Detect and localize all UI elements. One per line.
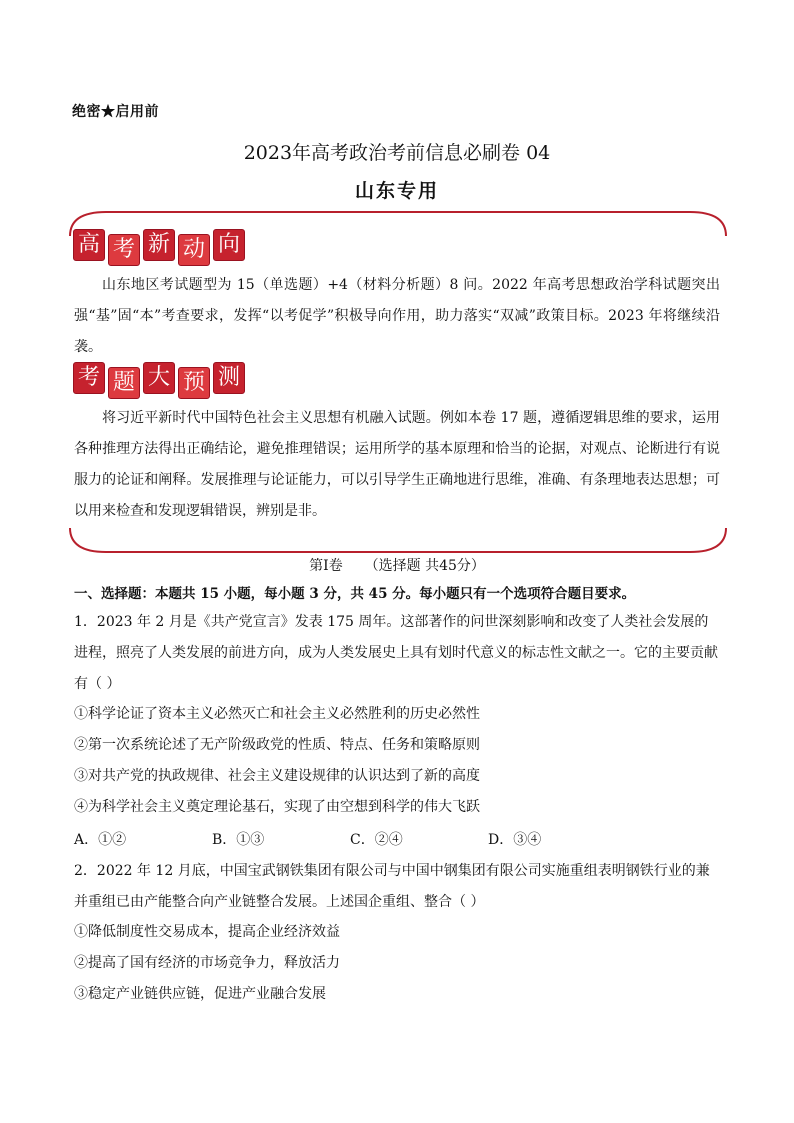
choice-b[interactable]: B．①③ (212, 832, 265, 848)
trends-paragraph: 山东地区考试题型为 15（单选题）+4（材料分析题）8 问。2022 年高考思想政治学科试题突出强“基”固“本”考查要求，发挥“以考促学”积极导向作用，助力落实“双减”政策目标。2023 年将继续沿袭。 (74, 277, 720, 355)
question-1-option: ①科学论证了资本主义必然灭亡和社会主义必然胜利的历史必然性 (74, 706, 480, 722)
badge-exam-trends (73, 231, 248, 263)
choice-c[interactable]: C．②④ (350, 832, 403, 848)
question-1-option: ③对共产党的执政规律、社会主义建设规律的认识达到了新的高度 (74, 768, 480, 784)
section-desc: （选择题 共45分） (364, 558, 485, 574)
badge-char: 预 (178, 367, 210, 399)
question-1-option: ②第一次系统论述了无产阶级政党的性质、特点、任务和策略原则 (74, 737, 480, 753)
section-heading (0, 555, 794, 575)
badge-char: 考 (108, 234, 140, 266)
question-2-stem: 2．2022 年 12 月底，中国宝武钢铁集团有限公司与中国中钢集团有限公司实施重组表明钢铁行业的兼并重组已由产能整合向产业链整合发展。上述国企重组、整合（ ） (74, 863, 710, 910)
question-2-option: ②提高了国有经济的市场竞争力，释放活力 (74, 955, 340, 971)
question-2-option: ①降低制度性交易成本，提高企业经济效益 (74, 924, 340, 940)
question-1-stem: 1．2023 年 2 月是《共产党宣言》发表 175 周年。这部著作的问世深刻影响和改变了人类社会发展的进程，照亮了人类发展的前进方向，成为人类发展史上具有划时代意义的标志性文献之一。它的主要贡献有（ ） (74, 614, 718, 692)
badge-char: 考 (73, 362, 105, 394)
question-1-option: ④为科学社会主义奠定理论基石，实现了由空想到科学的伟大飞跃 (74, 799, 480, 815)
predictions-paragraph: 将习近平新时代中国特色社会主义思想有机融入试题。例如本卷 17 题，遵循逻辑思维的要求，运用各种推理方法得出正确结论，避免推理错误；运用所学的基本原理和恰当的论据，对观点、论断进行有说服力的论证和阐释。发展推理与论证能力，可以引导学生正确地进行思维，准确、有条理地表达思想；可以用来检查和发现逻辑错误，辨别是非。 (74, 410, 720, 519)
question-1-choices (74, 829, 626, 849)
badge-exam-predictions (73, 364, 248, 396)
paper-title: 2023年高考政治考前信息必刷卷 04 (243, 142, 551, 164)
badge-char: 测 (213, 362, 245, 394)
question-2-option: ③稳定产业链供应链，促进产业融合发展 (74, 986, 326, 1002)
badge-char: 题 (108, 367, 140, 399)
badge-char: 大 (143, 362, 175, 394)
badge-char: 向 (213, 229, 245, 261)
choice-d[interactable]: D．③④ (488, 832, 542, 848)
confidential-mark: 绝密★启用前 (72, 104, 159, 120)
section-name: 第Ⅰ卷 (309, 558, 343, 574)
badge-char: 高 (73, 229, 105, 261)
section-instruction: 一、选择题：本题共 15 小题，每小题 3 分，共 45 分。每小题只有一个选项符合题目要求。 (74, 586, 636, 602)
choice-a[interactable]: A．①② (74, 832, 127, 848)
paper-subtitle: 山东专用 (354, 180, 439, 202)
badge-char: 动 (178, 234, 210, 266)
badge-char: 新 (143, 229, 175, 261)
